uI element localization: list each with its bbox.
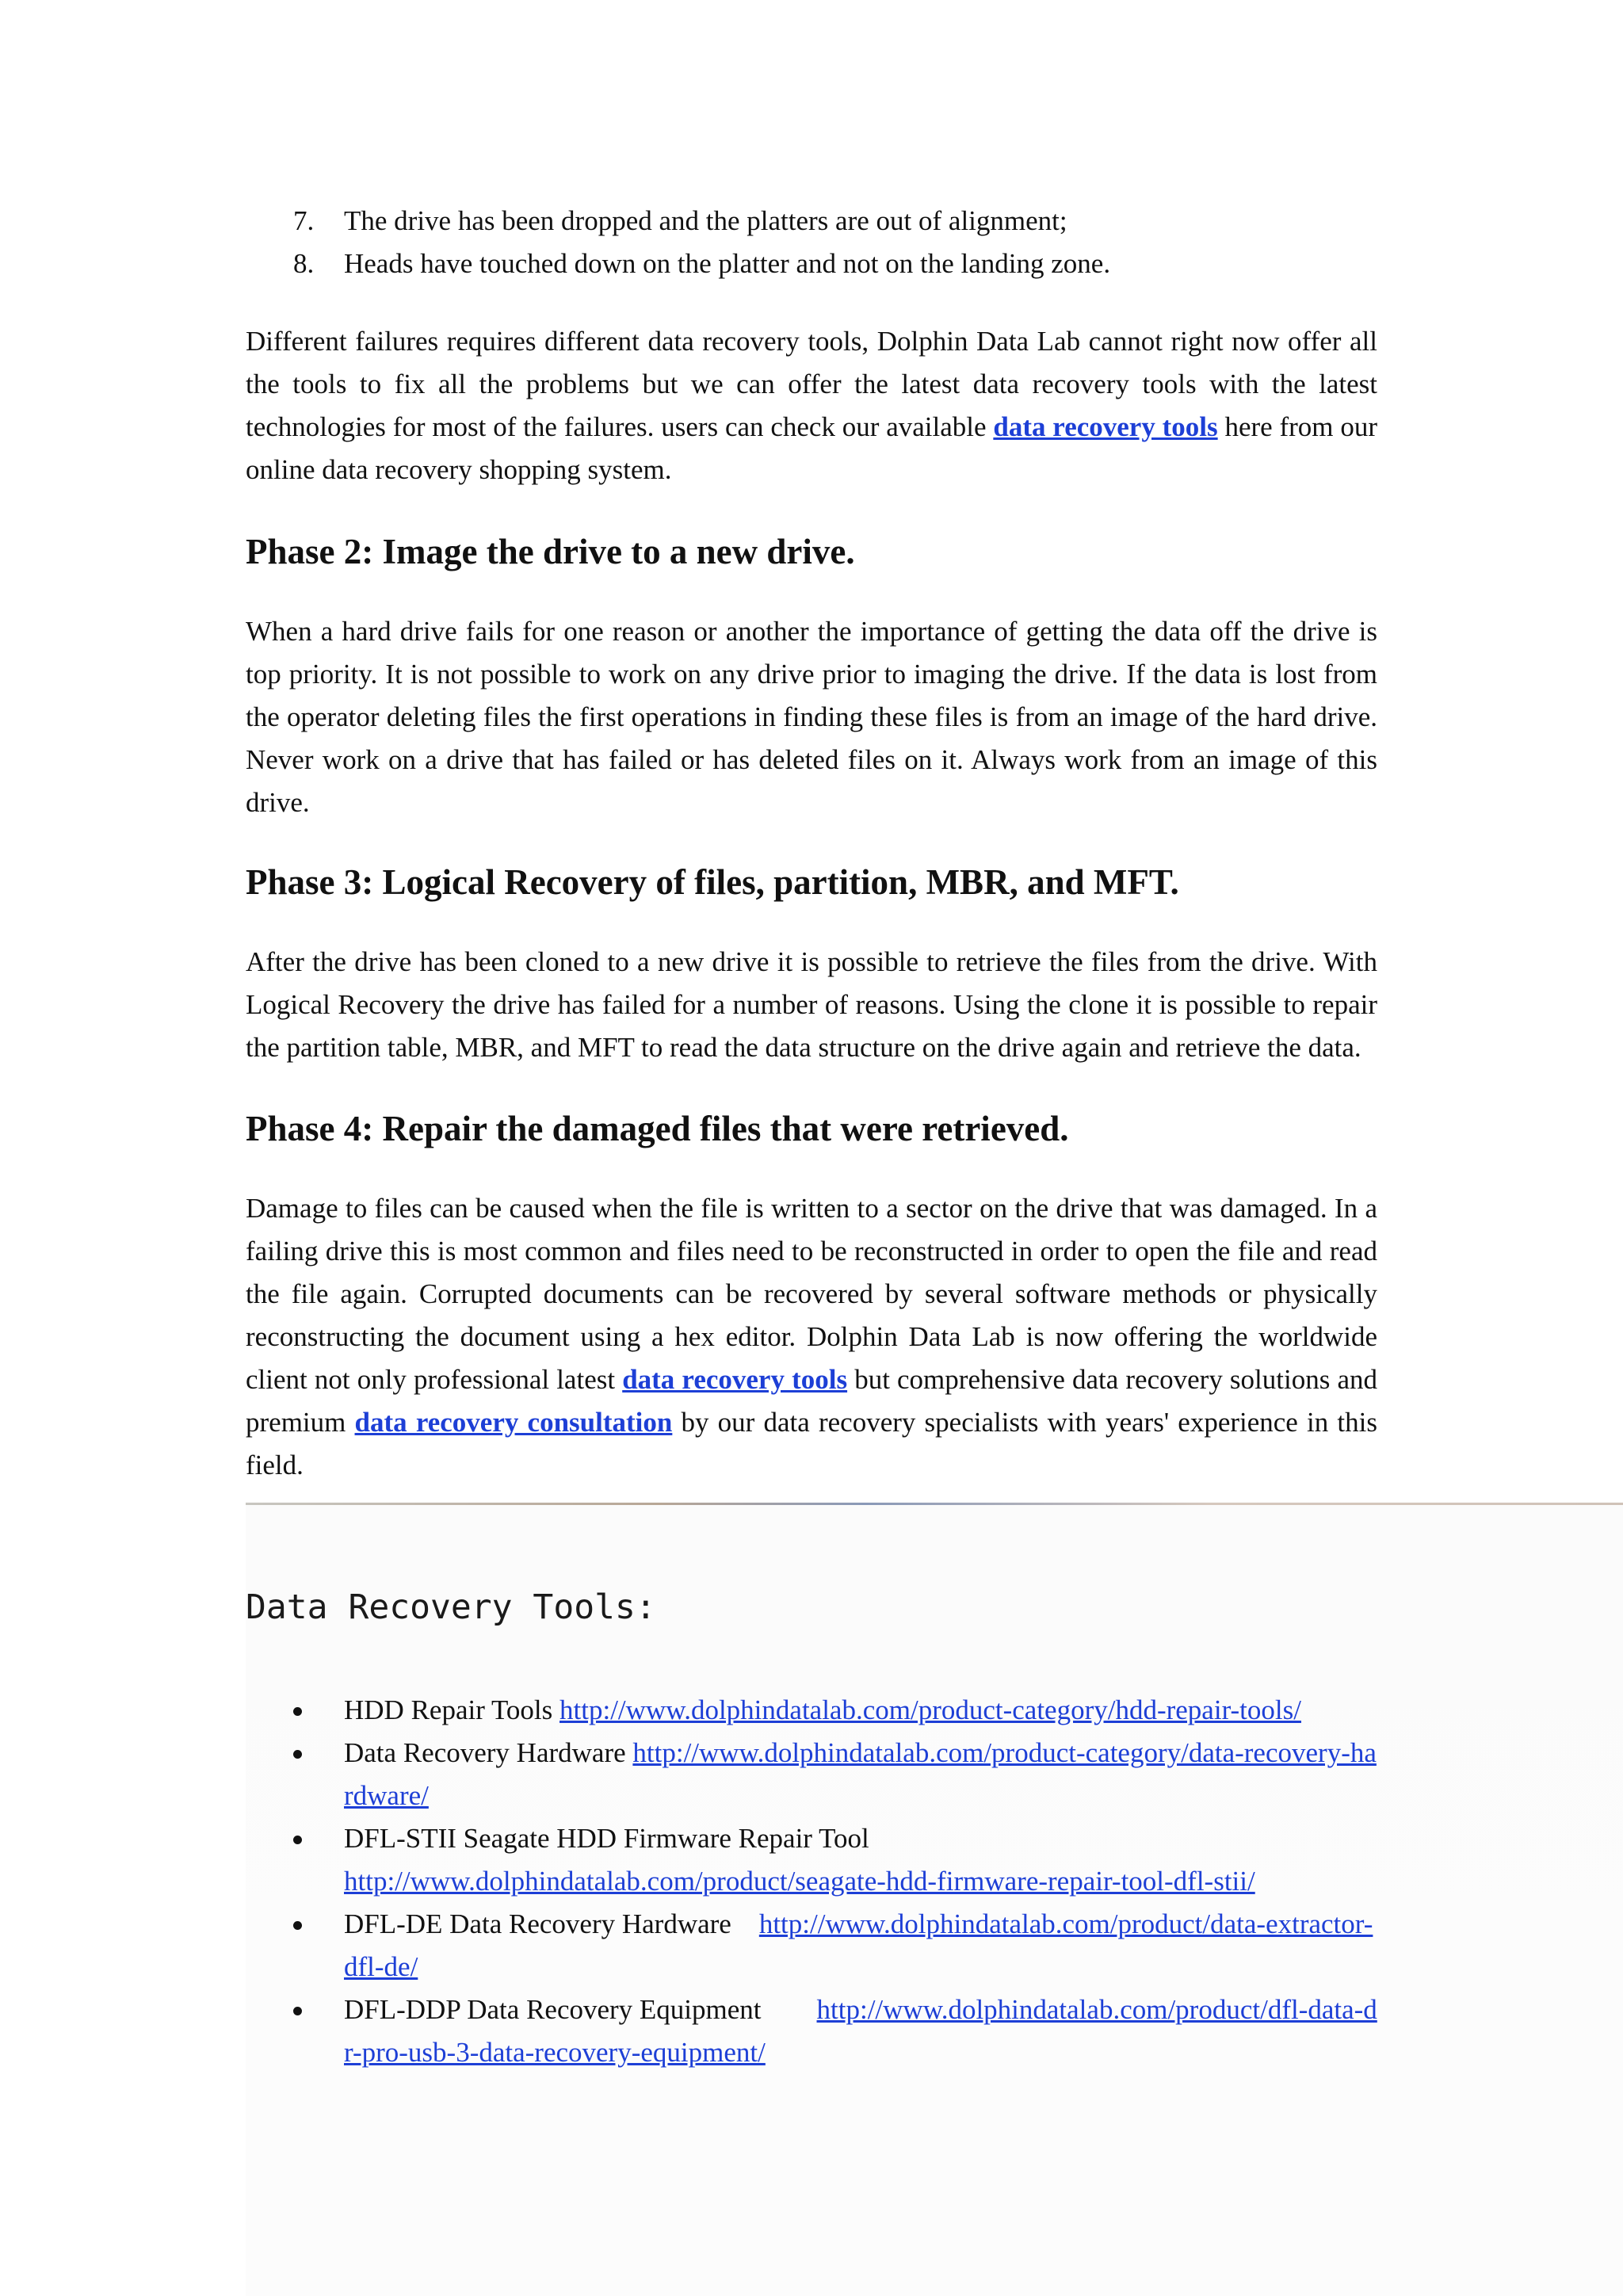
phase4-text-2: but comprehensive data recovery solutions and premium — [246, 1364, 1377, 1438]
tools-section-title: Data Recovery Tools: — [246, 1587, 656, 1627]
data-recovery-tools-link[interactable]: data recovery tools — [993, 411, 1218, 442]
data-recovery-consultation-link[interactable]: data recovery consultation — [354, 1407, 673, 1438]
list-item — [246, 1689, 1377, 1732]
tool-label: HDD Repair Tools — [344, 1694, 560, 1725]
list-item — [246, 1817, 1377, 1903]
tool-url-link[interactable]: http://www.dolphindatalab.com/product-category/hdd-repair-tools/ — [559, 1694, 1301, 1725]
phase3-heading: Phase 3: Logical Recovery of files, partition, MBR, and MFT. — [246, 862, 1179, 902]
intro-paragraph — [246, 320, 1377, 491]
intro-text-2: here from our online data recovery shopping system. — [246, 411, 1377, 485]
tool-label: DFL-DE Data Recovery Hardware — [344, 1908, 731, 1939]
list-item-text: The drive has been dropped and the platters are out of alignment; — [344, 205, 1067, 236]
tool-label: DFL-DDP Data Recovery Equipment — [344, 1994, 762, 2025]
list-item — [246, 1732, 1377, 1817]
phase2-heading: Phase 2: Image the drive to a new drive. — [246, 532, 855, 571]
list-item — [246, 1903, 1377, 1988]
bullet-icon — [293, 2007, 302, 2015]
bullet-icon — [293, 1921, 302, 1930]
horizontal-divider — [246, 1503, 1623, 1505]
tool-url-link[interactable]: http://www.dolphindatalab.com/product/data-extractor-dfl-de/ — [344, 1908, 1373, 1982]
phase4-paragraph — [246, 1187, 1377, 1487]
tools-list — [246, 1689, 1377, 2074]
list-number: 7. — [293, 205, 315, 236]
phase2-paragraph: When a hard drive fails for one reason or another the importance of getting the data off the drive is top priority. It is not possible to work on any drive prior to imaging the drive. If the data is lost from the operator deleting files the first operations in finding these files is from an image of the hard drive. Never work on a drive that has failed or has deleted files on it. Always work from an image of this drive. — [246, 616, 1377, 818]
bullet-icon — [293, 1707, 302, 1716]
list-item — [246, 200, 1377, 243]
phase4-text-3: by our data recovery specialists with years' experience in this field. — [246, 1407, 1377, 1480]
phase3-paragraph: After the drive has been cloned to a new drive it is possible to retrieve the files from the drive. With Logical Recovery the drive has failed for a number of reasons. Using the clone it is possible to repair the partition table, MBR, and MFT to read the data structure on the drive again and retrieve the data. — [246, 946, 1377, 1063]
tool-label: Data Recovery Hardware — [344, 1737, 633, 1768]
list-item — [246, 1988, 1377, 2074]
bullet-icon — [293, 1836, 302, 1844]
tool-url-link[interactable]: http://www.dolphindatalab.com/product/dfl-data-dr-pro-usb-3-data-recovery-equipment/ — [344, 1994, 1377, 2068]
intro-text-1: Different failures requires different data recovery tools, Dolphin Data Lab cannot right now offer all the tools to fix all the problems but we can offer the latest data recovery tools with the latest technologies for most of the failures. users can check our available — [246, 326, 1377, 442]
tool-url-link[interactable]: http://www.dolphindatalab.com/product/seagate-hdd-firmware-repair-tool-dfl-stii/ — [344, 1866, 1255, 1897]
list-item-text: Heads have touched down on the platter and not on the landing zone. — [344, 248, 1111, 279]
bullet-icon — [293, 1750, 302, 1759]
phase4-text-1: Damage to files can be caused when the file is written to a sector on the drive that was damaged. In a failing drive this is most common and files need to be reconstructed in order to open the file and read the file again. Corrupted documents can be recovered by several software methods or physically reconstructing the document using a hex editor. Dolphin Data Lab is now offering the worldwide client not only professional latest — [246, 1193, 1377, 1395]
phase4-heading: Phase 4: Repair the damaged files that were retrieved. — [246, 1109, 1069, 1148]
failure-list-continuation — [246, 200, 1377, 285]
tool-label: DFL-STII Seagate HDD Firmware Repair Tool — [344, 1823, 869, 1854]
tool-url-link[interactable]: http://www.dolphindatalab.com/product-category/data-recovery-hardware/ — [344, 1737, 1377, 1811]
list-item — [246, 243, 1377, 285]
list-number: 8. — [293, 248, 315, 279]
data-recovery-tools-link-2[interactable]: data recovery tools — [622, 1364, 848, 1395]
